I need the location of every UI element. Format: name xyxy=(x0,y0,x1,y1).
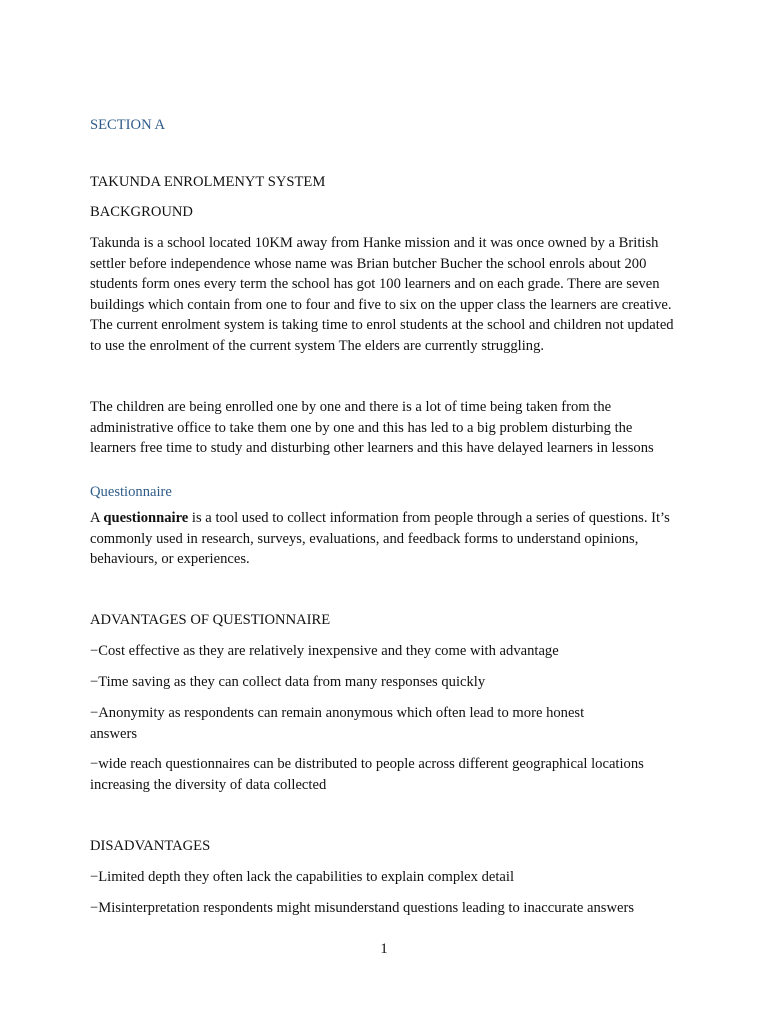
document-title: TAKUNDA ENROLMENYT SYSTEM xyxy=(90,174,326,190)
page-number: 1 xyxy=(380,941,388,957)
advantage-item: −Anonymity as respondents can remain anonymous which often lead to more honest answers xyxy=(90,705,585,742)
section-heading: SECTION A xyxy=(90,117,165,133)
definition-prefix: A xyxy=(90,510,104,526)
advantages-heading: ADVANTAGES OF QUESTIONNAIRE xyxy=(90,612,331,628)
advantage-item: −Time saving as they can collect data from many responses quickly xyxy=(90,674,486,690)
disadvantage-item: −Misinterpretation respondents might misunderstand questions leading to inaccurate answers xyxy=(90,900,635,916)
background-heading: BACKGROUND xyxy=(90,204,193,220)
advantage-item: −wide reach questionnaires can be distributed to people across different geographical locations increasing the diversity of data collected xyxy=(90,756,644,793)
disadvantages-heading: DISADVANTAGES xyxy=(90,838,211,854)
questionnaire-heading: Questionnaire xyxy=(90,484,172,500)
background-paragraph-1: Takunda is a school located 10KM away from Hanke mission and it was once owned by a British settler before independence whose name was Brian butcher Bucher the school enrols about 200 students form ones every term the school has got 100 learners and on each grade. There are seven buildings which contain from one to four and five to six on the upper class the learners are creative. The current enrolment system is taking time to enrol students at the school and children not updated to use the enrolment of the current system The elders are currently struggling. xyxy=(90,235,674,354)
questionnaire-definition xyxy=(90,508,682,570)
disadvantage-item: −Limited depth they often lack the capabilities to explain complex detail xyxy=(90,869,515,885)
definition-rest: is a tool used to collect information from people through a series of questions. It’s commonly used in research, surveys, evaluations, and feedback forms to understand opinions, behaviours, or experiences. xyxy=(90,510,670,568)
advantage-item: −Cost effective as they are relatively inexpensive and they come with advantage xyxy=(90,643,559,659)
background-paragraph-2: The children are being enrolled one by one and there is a lot of time being taken from the administrative office to take them one by one and this has led to a big problem disturbing the learners free time to study and disturbing other learners and this have delayed learners in lessons xyxy=(90,399,654,457)
definition-term: questionnaire xyxy=(103,510,189,526)
